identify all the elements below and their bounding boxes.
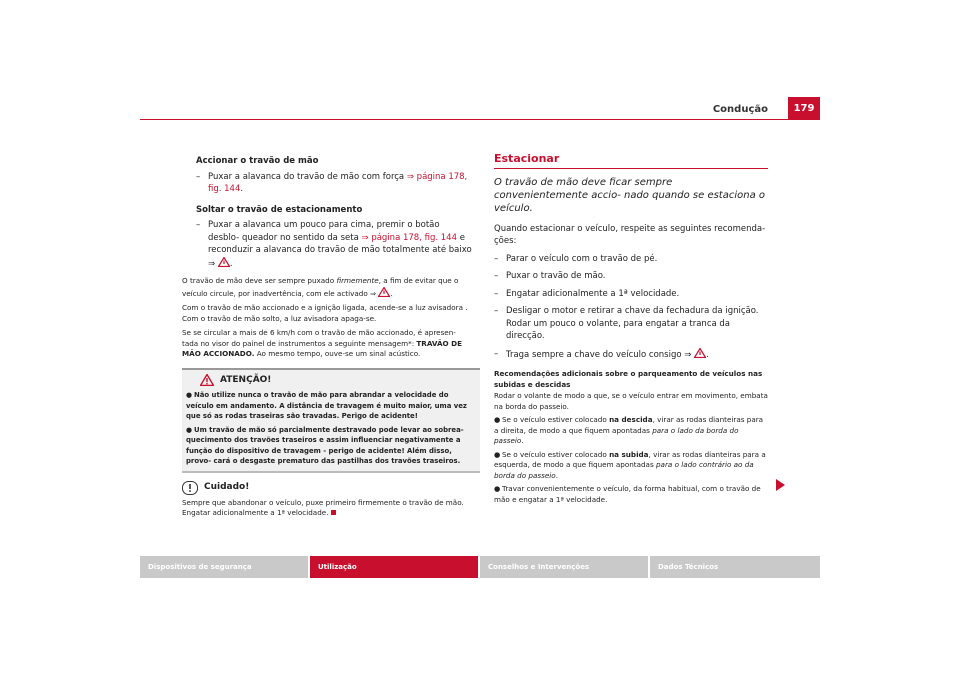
heading-apply-handbrake: Accionar o travão de mão	[196, 156, 319, 166]
recommendations-title: Recomendações adicionais sobre o parqueamento de veículos nas subidas e descidas	[494, 369, 763, 389]
park-step: – Desligar o motor e retirar a chave da fechadura da ignição. Rodar um pouco o volante, para engatar a tranca da direcção.	[494, 305, 768, 343]
footer-tab-safety[interactable]: Dispositivos de segurança	[140, 556, 308, 578]
recommendation-item: ● Se o veículo estiver colocado na descida, virar as rodas dianteiras para a direita, de modo a que fiquem apontadas para o lado da borda do passeio.	[494, 415, 764, 445]
recommendation-item: ● Se o veículo estiver colocado na subida, virar as rodas dianteiras para a esquerda, de modo a que fiquem apontadas para o lado contrário ao da borda do passeio.	[494, 449, 766, 480]
rec-emphasis: para o lado contrário ao da borda do passeio	[494, 460, 754, 480]
para3-text-2: Ao mesmo tempo, ouve-se um sinal acústico.	[254, 349, 421, 358]
warning-title: ATENÇÃO!	[220, 374, 272, 385]
rec-text: Se o veículo estiver colocado	[502, 415, 610, 424]
caution-icon	[182, 481, 198, 495]
heading-release-handbrake: Soltar o travão de estacionamento	[196, 204, 363, 215]
para3-text: Se se circular a mais de 6 km/h com o travão de mão accionado, é apresen- tada no visor do painel de instrumentos a seguinte mensagem*:	[182, 328, 456, 348]
intro-text: Quando estacionar o veículo, respeite as seguintes recomenda- ções:	[494, 223, 766, 246]
warning-triangle-icon[interactable]	[218, 257, 230, 267]
next-page-arrow-icon[interactable]	[776, 479, 785, 491]
park-step-text: Engatar adicionalmente a 1ª velocidade.	[506, 288, 680, 299]
para3-message: TRAVÃO DE MÃO ACCIONADO.	[182, 338, 463, 358]
park-step: – Traga sempre a chave do veículo consigo ⇒ .	[494, 348, 709, 360]
step-apply-end: .	[240, 184, 244, 194]
warning-triangle-icon[interactable]	[694, 348, 706, 358]
page-ref-link[interactable]: ⇒ página 178, fig. 144	[208, 171, 468, 194]
caution-box	[182, 481, 472, 519]
warning-item: ● Não utilize nunca o travão de mão para abrandar a velocidade do veículo em andamento. A distância de travagem é muito maior, uma vez que só as rodas traseiras são travadas. Perigo de acidente!	[186, 391, 467, 420]
park-step: – Parar o veículo com o travão de pé.	[494, 253, 658, 264]
rec-bold: na descida	[609, 415, 653, 424]
header-rule	[140, 119, 820, 120]
recommendations-intro: Rodar o volante de modo a que, se o veículo entrar em movimento, embata na borda do passeio.	[494, 391, 768, 411]
step-apply: – Puxar a alavanca do travão de mão com força ⇒ página 178, fig. 144.	[196, 171, 468, 194]
footer-tab-technical[interactable]: Dados Técnicos	[650, 556, 820, 578]
para2-text: Com o travão de mão accionado e a ignição ligada, acende-se a luz avisadora . Com o travão de mão solto, a luz avisadora apaga-se.	[182, 303, 468, 323]
warning-triangle-icon[interactable]	[378, 287, 390, 297]
page-header-title: Condução	[712, 104, 768, 115]
caution-text-body: Sempre que abandonar o veículo, puxe primeiro firmemente o travão de mão. Engatar adicionalmente a 1ª velocidade.	[182, 497, 464, 517]
rec-text: .	[521, 436, 524, 445]
park-step-text: Desligar o motor e retirar a chave da fechadura da ignição. Rodar um pouco o volante, para engatar a tranca da direcção.	[506, 306, 759, 341]
step-apply-text: Puxar a alavanca do travão de mão com força	[208, 171, 407, 182]
info-para-1: O travão de mão deve ser sempre puxado firmemente, a fim de evitar que o veículo circule, por inadvertência, com ele activado ⇒ .	[182, 276, 459, 298]
rec-text: Se o veículo estiver colocado	[502, 449, 610, 459]
info-para-3	[182, 328, 472, 360]
step-release-cont: e reconduzir a alavanca do travão de mão totalmente até baixo ⇒	[208, 232, 472, 269]
caution-text	[182, 498, 472, 519]
info-para-2	[182, 303, 472, 324]
warning-item-text: Não utilize nunca o travão de mão para abrandar a velocidade do veículo em andamento. A distância de travagem é muito maior, uma vez que só as rodas traseiras são travadas. Perigo de acidente!	[186, 391, 467, 420]
page-ref-link[interactable]: ⇒ página 178, fig. 144	[361, 232, 457, 243]
warning-box	[182, 368, 480, 473]
park-step-text: Traga sempre a chave do veículo consigo ⇒	[506, 349, 695, 360]
section-title: Estacionar	[494, 152, 560, 165]
left-column	[182, 155, 472, 519]
para1-text: O travão de mão deve ser sempre puxado	[182, 276, 337, 285]
rec-text: Travar convenientemente o veículo, da forma habitual, com o travão de mão e engatar a 1ª velocidade.	[494, 484, 761, 504]
rec-bold: na subida	[609, 449, 649, 459]
para1-text-2: , a fim de evitar que o veículo circule, por inadvertência, com ele activado ⇒	[182, 276, 459, 298]
park-step-text: Parar o veículo com o travão de pé.	[506, 253, 658, 264]
rec-text: .	[555, 470, 558, 480]
park-step: – Engatar adicionalmente a 1ª velocidade.	[494, 288, 680, 299]
rec-text: , virar as rodas dianteiras para a direita, de modo a que fiquem apontadas	[494, 415, 764, 435]
step-release: – Puxar a alavanca um pouco para cima, premir o botão desblo- queador no sentido da seta ⇒ página 178, fig. 144 e reconduzir a alavanca do travão de mão totalmente até baixo ⇒ .	[196, 220, 472, 269]
recommendation-item: ● Travar convenientemente o veículo, da forma habitual, com o travão de mão e engatar a 1ª velocidade.	[494, 484, 761, 504]
park-step: – Puxar o travão de mão.	[494, 271, 606, 281]
footer-tab-usage[interactable]: Utilização	[310, 556, 478, 578]
warning-triangle-icon	[200, 374, 214, 386]
para1-emphasis: firmemente	[336, 276, 379, 285]
step-release-text: Puxar a alavanca um pouco para cima, premir o botão desblo- queador no sentido da seta	[208, 220, 440, 243]
rec-emphasis: para o lado da borda do passeio	[494, 425, 739, 445]
warning-item-text: Um travão de mão só parcialmente destravado pode levar ao sobrea- quecimento dos travões traseiros e assim influenciar negativamente a função do dispositivo de travagem - perigo de acidente! Além disso, provo- cará o desgaste prematuro das pastilhas dos travões traseiros.	[186, 425, 464, 465]
rec-text: , virar as rodas dianteiras para a esquerda, de modo a que fiquem apontadas	[494, 449, 766, 469]
park-step-text: Puxar o travão de mão.	[506, 271, 606, 281]
warning-item: ● Um travão de mão só parcialmente destravado pode levar ao sobrea- quecimento dos travões traseiros e assim influenciar negativamente a função do dispositivo de travagem - perigo de acidente! Além disso, provo- cará o desgaste prematuro das pastilhas dos travões traseiros.	[186, 425, 464, 465]
footer-tab-advice[interactable]: Conselhos e Intervenções	[480, 556, 648, 578]
right-column	[494, 153, 768, 505]
section-title-rule	[494, 168, 768, 169]
section-end-marker	[331, 510, 336, 515]
caution-title: Cuidado!	[204, 482, 250, 493]
page-number: 179	[788, 97, 820, 119]
section-subtitle: O travão de mão deve ficar sempre convenientemente accio- nado quando se estaciona o veículo.	[494, 176, 766, 214]
